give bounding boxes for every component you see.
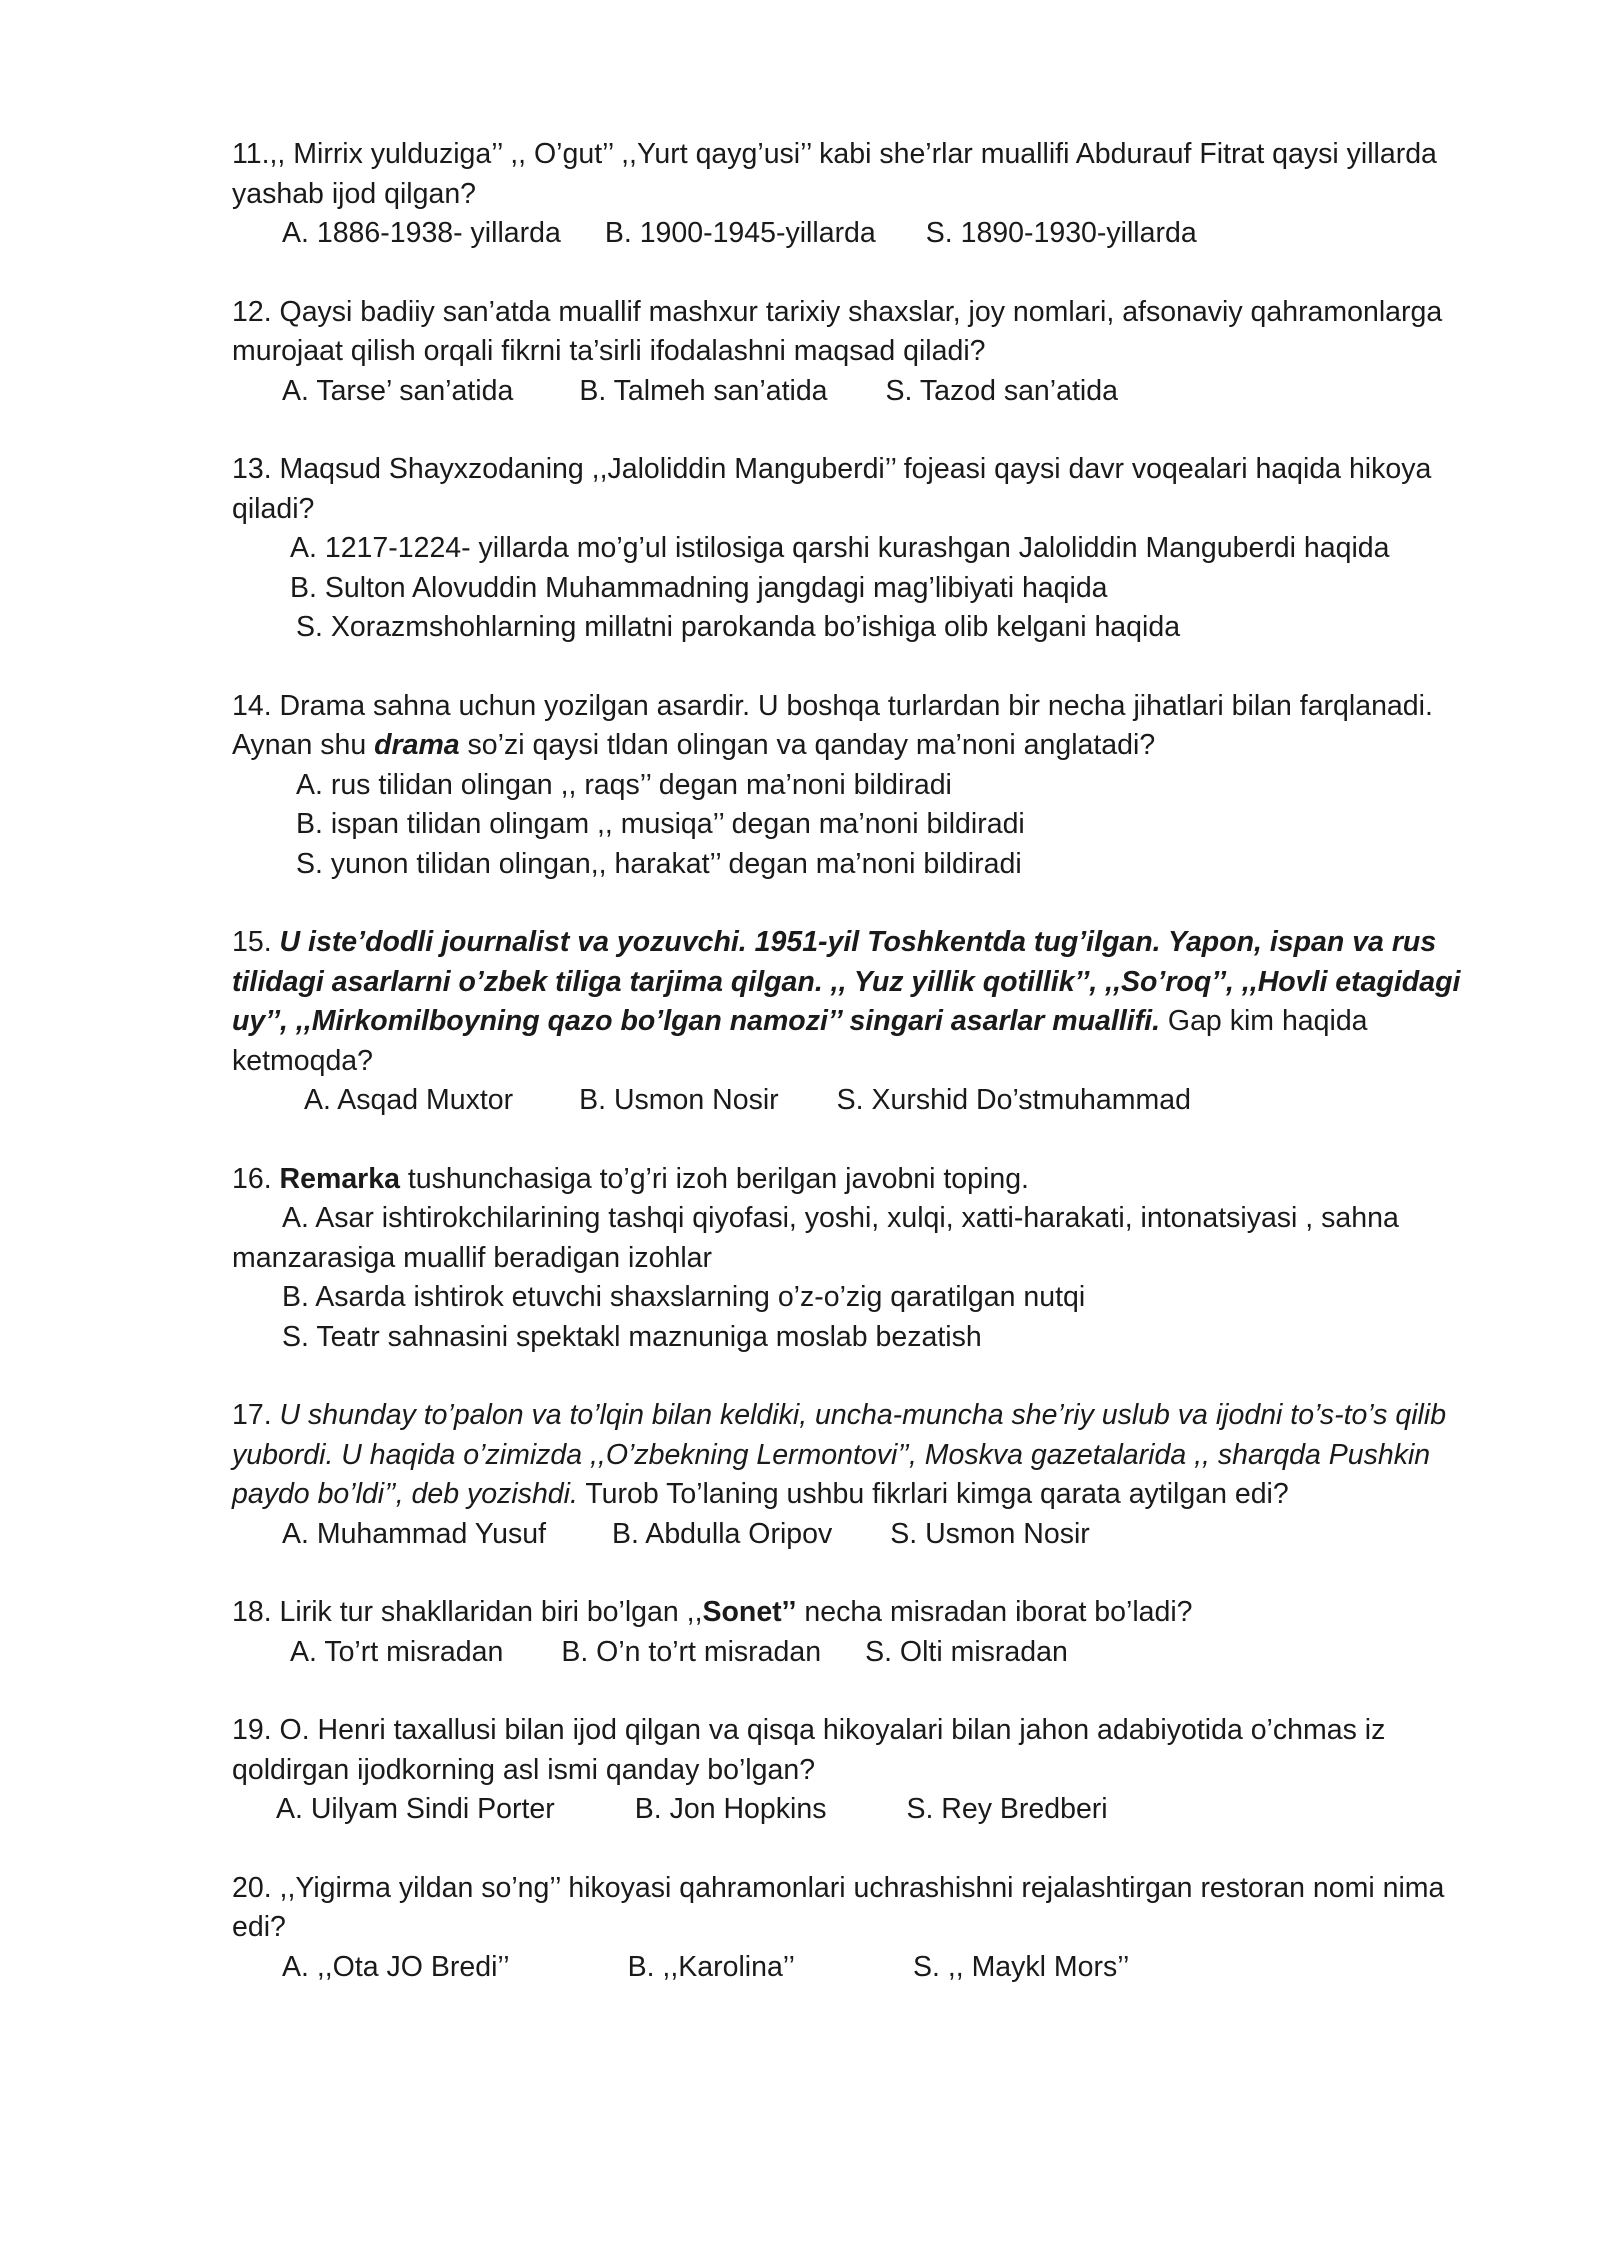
option-a: A. 1217-1224- yillarda mo’g’ul istilosiga qarshi kurashgan Jaloliddin Manguberdi haqida: [290, 532, 1390, 564]
term-remarka: Remarka: [279, 1162, 400, 1195]
question-11: [232, 135, 1480, 254]
question-text: 14. Drama sahna uchun yozilgan asardir. U boshqa turlardan bir necha jihatlari bilan farqlanadi. Aynan shu drama so’zi qaysi tldan olingan va qanday ma’noni anglatadi?: [232, 689, 1433, 761]
option-s: S. Tazod san’atida: [885, 374, 1118, 407]
option-s: S. Teatr sahnasini spektakl maznuniga moslab bezatish: [282, 1320, 982, 1353]
question-text: 20. ,,Yigirma yildan so’ng’’ hikoyasi qahramonlari uchrashishni rejalashtirgan restoran nomi nima edi?: [232, 1871, 1445, 1943]
option-a: A. To’rt misradan: [290, 1635, 504, 1668]
option-s: S. Rey Bredberi: [906, 1793, 1108, 1825]
option-a: A. ,,Ota JO Bredi’’: [282, 1950, 510, 1983]
question-text: 11.,, Mirrix yulduziga’’ ,, O’gut’’ ,,Yurt qayg’usi’’ kabi she’rlar muallifi Abdurauf Fitrat qaysi yillarda yashab ijod qilgan?: [232, 138, 1437, 210]
option-b: B. Usmon Nosir: [579, 1084, 779, 1116]
option-s: S. 1890-1930-yillarda: [925, 217, 1197, 249]
term-sonet: Sonet’’: [702, 1596, 797, 1628]
answer-options: [232, 1515, 1480, 1555]
quoted-description: U iste’dodli journalist va yozuvchi. 1951-yil Toshkentda tug’ilgan. Yapon, ispan va rus tilidagi asarlarni o’zbek tiliga tarjima qilgan. ,, Yuz yillik qotillik’’, ,,So’roq’’, ,,Hovli etagidagi uy’’, ,,Mirkomilboyning qazo bo’lgan namozi’’ singari asarlar muallifi.: [232, 926, 1461, 1037]
option-a: A. Tarse’ san’atida: [282, 374, 514, 407]
answer-options: [232, 529, 1480, 648]
option-a: A. Uilyam Sindi Porter: [276, 1793, 555, 1825]
option-a: A. Asqad Muxtor: [304, 1084, 514, 1116]
option-b: B. Asarda ishtirok etuvchi shaxslarning o’z-o’zig qaratilgan nutqi: [282, 1281, 1086, 1313]
answer-options: [232, 1790, 1480, 1830]
option-s: S. ,, Maykl Mors’’: [912, 1950, 1130, 1983]
question-15: [232, 923, 1480, 1121]
option-b: B. Jon Hopkins: [634, 1793, 827, 1825]
option-b: B. Talmeh san’atida: [579, 374, 828, 407]
option-a: A. Asar ishtirokchilarining tashqi qiyofasi, yoshi, xulqi, xatti-harakati, intonatsiyasi , sahna manzarasiga muallif beradigan izohlar: [232, 1202, 1399, 1274]
option-s: S. Xorazmshohlarning millatni parokanda bo’ishiga olib kelgani haqida: [296, 611, 1181, 643]
option-s: S. Xurshid Do’stmuhammad: [836, 1084, 1191, 1116]
question-text: 12. Qaysi badiiy san’atda muallif mashxur tarixiy shaxslar, joy nomlari, afsonaviy qahramonlarga murojaat qilish orqali fikrni ta’sirli ifodalashni maqsad qiladi?: [232, 295, 1443, 367]
answer-options: [232, 766, 1480, 885]
answer-options: [232, 372, 1480, 412]
question-14: [232, 687, 1480, 885]
question-text: 17. U shunday to’palon va to’lqin bilan keldiki, uncha-muncha she’riy uslub va ijodni to’s-to’s qilib yubordi. U haqida o’zimizda ,,O’zbekning Lermontovi’’, Moskva gazetalarida ,, sharqda Pushkin paydo bo’ldi’’, deb yozishdi. Turob To’laning ushbu fikrlari kimga qarata aytilgan edi?: [232, 1399, 1447, 1510]
question-17: [232, 1396, 1480, 1554]
quoted-opinion: U shunday to’palon va to’lqin bilan keldiki, uncha-muncha she’riy uslub va ijodni to’s-to’s qilib yubordi. U haqida o’zimizda ,,O’zbekning Lermontovi’’, Moskva gazetalarida ,, sharqda Pushkin paydo bo’ldi’’, deb yozishdi.: [232, 1399, 1447, 1510]
answer-options: [232, 214, 1480, 254]
option-a: A. rus tilidan olingan ,, raqs’’ degan ma’noni bildiradi: [296, 768, 952, 801]
answer-options: [232, 1948, 1480, 1988]
question-text: 19. O. Henri taxallusi bilan ijod qilgan va qisqa hikoyalari bilan jahon adabiyotida o’chmas iz qoldirgan ijodkorning asl ismi qanday bo’lgan?: [232, 1714, 1386, 1786]
question-13: [232, 450, 1480, 648]
question-18: [232, 1593, 1480, 1672]
answer-options: [232, 1199, 1480, 1357]
question-19: [232, 1711, 1480, 1830]
option-b: B. 1900-1945-yillarda: [604, 217, 876, 249]
option-s: S. Olti misradan: [865, 1635, 1068, 1668]
question-20: [232, 1869, 1480, 1988]
option-a: A. Muhammad Yusuf: [282, 1517, 547, 1550]
option-a: A. 1886-1938- yillarda: [282, 217, 561, 249]
option-b: B. Sulton Alovuddin Muhammadning jangdagi mag’libiyati haqida: [290, 571, 1108, 604]
option-s: S. yunon tilidan olingan,, harakat’’ degan ma’noni bildiradi: [296, 847, 1022, 880]
question-text: 18. Lirik tur shakllaridan biri bo’lgan ,,Sonet’’ necha misradan iborat bo’ladi?: [232, 1596, 1193, 1628]
option-s: S. Usmon Nosir: [890, 1517, 1090, 1550]
question-12: [232, 293, 1480, 412]
option-b: B. ispan tilidan olingam ,, musiqa’’ degan ma’noni bildiradi: [296, 808, 1025, 840]
answer-options: [232, 1081, 1480, 1121]
answer-options: [232, 1633, 1480, 1673]
question-16: [232, 1160, 1480, 1358]
option-b: B. Abdulla Oripov: [612, 1517, 833, 1550]
option-b: B. O’n to’rt misradan: [561, 1635, 822, 1668]
question-text: 13. Maqsud Shayxzodaning ,,Jaloliddin Manguberdi’’ fojeasi qaysi davr voqealari haqida hikoya qiladi?: [232, 453, 1432, 525]
question-text: 16. Remarka tushunchasiga to’g’ri izoh berilgan javobni toping.: [232, 1162, 1029, 1195]
option-b: B. ,,Karolina’’: [627, 1950, 795, 1983]
question-text: 15. U iste’dodli journalist va yozuvchi. 1951-yil Toshkentda tug’ilgan. Yapon, ispan va rus tilidagi asarlarni o’zbek tiliga tarjima qilgan. ,, Yuz yillik qotillik’’, ,,So’roq’’, ,,Hovli etagidagi uy’’, ,,Mirkomilboyning qazo bo’lgan namozi’’ singari asarlar muallifi. Gap kim haqida ketmoqda?: [232, 926, 1461, 1077]
term-drama: drama: [374, 729, 460, 761]
